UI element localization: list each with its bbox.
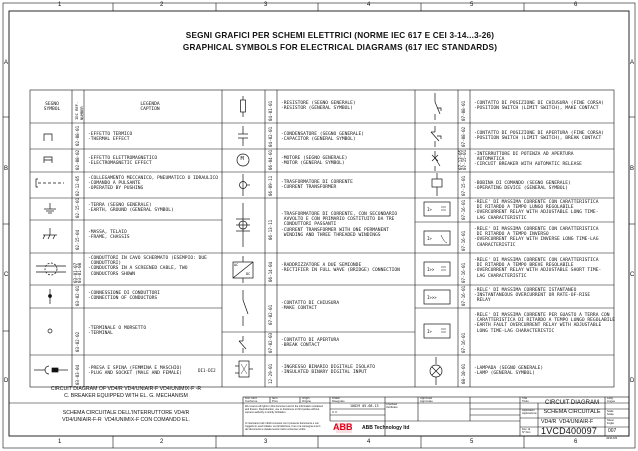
iec-ref: 03-02-01 xyxy=(75,285,80,306)
symbol-caption: -EFFETTO TERMICO -THERMAL EFFECT xyxy=(88,132,133,143)
symbol-caption: -CONTATTO DI POSIZIONE DI CHIUSURA (FINE CORSA) -POSITION SWITCH (LIMIT SWITCH), MAKE CONTACT xyxy=(474,101,604,112)
label-origin: Origin Origine xyxy=(302,396,312,403)
symbol-caption: -COLLEGAMENTO MECCANICO, PNEUMATICO O IDRAULICO -COMANDO A PULSANTE -OPERATED BY PUSHING xyxy=(88,176,218,192)
column-label: 3 xyxy=(264,2,268,8)
rights-notice-italian: Ci riserviamo tutti i diritti connessi con il presente documento e con l'oggetto in esso trattato. La riproduzione, l'uso o la consegna a terzi del documento è vietata senza nostro consenso scritto. xyxy=(245,422,321,431)
sheet-label: Sheet Foglio xyxy=(607,419,615,425)
symbol-caption: -EFFETTO ELETTROMAGNETICO -ELECTROMAGNETIC EFFECT xyxy=(88,156,158,167)
iec-ref: 07-16-01 xyxy=(461,230,466,251)
chassis-symbol xyxy=(43,228,57,239)
label-title: Title Titolo xyxy=(522,396,529,403)
motor-label: M xyxy=(240,156,244,162)
thermal-effect-symbol xyxy=(44,134,52,141)
iec-ref: 06-04-01 xyxy=(268,149,273,170)
drawing-title-italian: SCHEMA CIRCUITALE xyxy=(543,409,601,415)
row-label: D xyxy=(4,378,9,384)
plug-label: DI1-DI2 xyxy=(198,368,216,373)
circuit-caption-italian: SCHEMA CIRCUITALE DELL'INTERRUTTORE VD4/R VD4/UNIAIR-F-R VD4/UNIMIX-F CON COMANDO EL. xyxy=(62,410,190,423)
symbol-caption: -RELE' DI MASSIMA CORRENTE PER GUASTO A TERRA CON CARATTERISTICA DI RITARDO A TEMPO LUNGO REGOLABILE -EARTH FAULT OVERCURRENT RELAY WITH ADJUSTABLE LONG TIME-LAG CHARACTERISTIC xyxy=(474,313,616,334)
iec-ref: 02-15-04 xyxy=(75,229,80,250)
symbol-caption: -CONTATTO DI APERTURA -BREAK CONTACT xyxy=(281,338,340,349)
doc-number-label: Doc. Id N° Doc. xyxy=(522,428,531,434)
row-label: A xyxy=(630,60,635,66)
rectifier-dc-label: DC xyxy=(246,272,251,276)
application-label: Application Applicazione xyxy=(522,409,537,415)
title-italian: SEGNI GRAFICI PER SCHEMI ELETTRICI (NORME IEC 617 E CEI 3-14...3-26) xyxy=(185,31,495,40)
position-switch-break-symbol xyxy=(431,126,441,147)
symbol-caption: -MASSA, TELAIO -FRAME, CHASSIS xyxy=(88,230,130,241)
column-label: 1 xyxy=(58,439,62,445)
symbol-caption: -INGRESSO BINARIO DIGITALE ISOLATO -INSULATED BINARY DIGITAL INPUT xyxy=(281,365,376,376)
rights-notice: We reserve all rights in this document and in the information contained and therein. Reproduction, use or disclosure to third parties without express authority is strictly forbidden. xyxy=(245,405,323,414)
column-label: 3 xyxy=(264,439,268,445)
capacitor-symbol xyxy=(238,126,248,146)
iec-ref: 07-02-01 xyxy=(268,304,273,325)
relay-label: I> xyxy=(427,207,432,212)
operating-coil-symbol xyxy=(432,173,442,196)
relay-label: I>> xyxy=(427,267,435,272)
iec-ref: 07-08-01 xyxy=(461,100,466,121)
symbol-caption: -CONDENSATORE (SEGNO GENERALE) -CAPACITOR (GENERAL SYMBOL) xyxy=(281,132,364,143)
doc-number: 1VCD400097 xyxy=(541,426,598,436)
electromagnetic-effect-symbol xyxy=(44,157,52,163)
ref-column-header: IEC REF. NUMBER xyxy=(74,101,84,120)
lamp-symbol xyxy=(430,357,442,385)
iec-ref: 02-15-01 xyxy=(75,197,80,218)
revision-date: 10829 05-08-13 xyxy=(350,404,379,408)
relay-label: I>>> xyxy=(427,295,437,300)
symbol-caption: -CONTATTO DI CHIUSURA -MAKE CONTACT xyxy=(281,301,340,312)
iec-ref: 07-16-01 xyxy=(461,262,466,283)
plug-socket-symbol xyxy=(34,366,68,374)
iec-ref: 07-16-01 xyxy=(461,285,466,306)
symbol-caption: -CONDUTTORI IN CAVO SCHERMATO (ESEMPIO: DUE CONDUTTORI) -CONDUCTORS IN A SCREENED CABLE, TWO CONDUCTORS SHOWN xyxy=(88,256,207,277)
label-item: Item Prov. xyxy=(272,396,279,403)
iec-ref: 02-08-02 xyxy=(75,149,80,170)
iec-ref: 06-13-11 xyxy=(268,219,273,240)
bridge-rectifier-symbol xyxy=(233,256,253,283)
terminal-symbol xyxy=(48,329,52,333)
circuit-breaker-symbol xyxy=(432,151,440,171)
make-contact-symbol xyxy=(243,290,248,326)
symbol-caption: -MOTORE (SEGNO GENERALE) -MOTOR (GENERAL SYMBOL) xyxy=(281,156,348,167)
rectifier-ac-label: AC xyxy=(234,263,239,267)
circuit-caption-english: CIRCUIT DIAGRAM OF VD4/R VD4/UNIAIR-F VD4/UNIMIX-F -R C. BREAKER EQUIPPED WITH EL. G. MECHANISM xyxy=(50,386,202,399)
iec-ref: 07-02-03 xyxy=(268,332,273,353)
row-label: A xyxy=(4,60,9,66)
sheet-number: 007 xyxy=(608,428,617,434)
symbol-caption: -RADDRIZZATORE A DUE SEMIONDE -RECTIFIER IN FULL WAVE (BRIDGE) CONNECTION xyxy=(281,263,400,274)
cv-label: C.V. xyxy=(332,410,338,414)
screened-cable-symbol xyxy=(36,263,66,275)
drawing-title-english: CIRCUIT DIAGRAM xyxy=(545,400,599,406)
column-label: 2 xyxy=(160,2,164,8)
small-code: 4231X/6 xyxy=(606,436,618,440)
column-label: 5 xyxy=(470,2,474,8)
iec-ref: 04-02-01 xyxy=(268,126,273,147)
symbol-caption: -RELE' DI MASSIMA CORRENTE CON CARATTERISTICA DI RITARDO A TEMPO LUNGO REGOLABILE -OVERCURRENT RELAY WITH ADJUSTABLE LONG TIME- LAG CHARACTERISTIC xyxy=(474,200,599,221)
row-label: C xyxy=(630,272,635,278)
column-label: 4 xyxy=(367,439,371,445)
iec-ref: 03-02-02 xyxy=(75,331,80,352)
symbol-caption: -LAMPADA (SEGNO GENERALE) -LAMP (GENERAL SYMBOL) xyxy=(474,366,544,377)
iec-ref: 03-01-07 03-01-08 xyxy=(73,262,83,283)
symbol-caption: -RELE' DI MASSIMA CORRENTE CON CARATTERISTICA DI RITARDO A TEMPO INVERSO -OVERCURRENT RELAY WITH INVERSE LONG TIME-LAG CHARACTERISTIC xyxy=(474,227,599,248)
company-name: ABB Technology ltd xyxy=(362,425,410,431)
iec-ref: 06-14-04 xyxy=(268,261,273,282)
relay-label: I> xyxy=(427,236,432,241)
conductor-connection-symbol xyxy=(49,289,52,304)
column-label: 2 xyxy=(160,439,164,445)
symbol-caption: -RELE' DI MASSIMA CORRENTE CON CARATTERISTICA DI RITARDO A TEMPO BREVE REGOLABILE -OVERCURRENT RELAY WITH ADJUSTABLE SHORT TIME- LAG CHARACTERISTIC xyxy=(474,258,602,279)
symbol-caption: -TRASFORMATORE DI CORRENTE -CURRENT TRANSFORMER xyxy=(281,180,353,191)
row-label: B xyxy=(4,166,9,172)
iec-ref: 06-09-11 xyxy=(268,175,273,196)
row-label: B xyxy=(630,166,635,172)
current-transformer-symbol xyxy=(240,174,251,196)
iec-ref: 12-29-01 xyxy=(268,363,273,384)
symbol-caption: -RELE' DI MASSIMA CORRENTE ISTANTANEO -INSTANTANEOUS OVERCURRENT OR RATE-OF-RISE RELAY xyxy=(474,288,591,304)
checked-label: Checked Verificato xyxy=(386,402,398,409)
iec-ref: 07-16-01 xyxy=(461,199,466,220)
binary-input-symbol xyxy=(235,361,253,377)
current-transformer-three-winding-symbol xyxy=(236,203,250,247)
symbol-caption: -TERRA (SEGNO GENERALE) -EARTH, GROUND (GENERAL SYMBOL) xyxy=(88,203,174,214)
symbol-caption: -INTERRUTTORE DI POTENZA AD APERTURA AUTOMATICA -CIRCUIT BREAKER WITH AUTOMATIC RELEASE xyxy=(474,152,582,168)
lang-label: Lang. Lingua xyxy=(607,397,615,403)
label-approved: Approved Approvato xyxy=(420,396,433,403)
row-label: D xyxy=(630,378,635,384)
symbol-caption: -PRESA E SPINA (FEMMINA E MASCHIO) -PLUG AND SOCKET (MALE AND FEMALE) xyxy=(88,366,183,377)
scale-label: Scale Scala xyxy=(607,410,614,416)
symbol-caption: -RESISTORE (SEGNO GENERALE) -RESISTOR (GENERAL SYMBOL) xyxy=(281,101,356,112)
relay-label: I> xyxy=(427,329,432,334)
symbol-caption: -TERMINALE O MORSETTO -TERMINAL xyxy=(88,326,147,337)
abb-logo-text: ABB xyxy=(333,422,353,432)
caption-column-header: LEGENDA CAPTION xyxy=(140,102,160,113)
label-doc-kind: Doc. kind Conforme xyxy=(245,396,258,403)
column-label: 5 xyxy=(470,439,474,445)
iec-ref: 02-12-05 xyxy=(75,175,80,196)
application-value: VD4/R VD4/UNIAIR-F xyxy=(541,419,594,425)
symbol-caption: -CONNESSIONE DI CONDUTTORI -CONNECTION OF CONDUCTORS xyxy=(88,291,160,302)
position-switch-make-symbol xyxy=(435,93,441,120)
iec-ref: 03-03-04 xyxy=(75,364,80,385)
column-label: 4 xyxy=(367,2,371,8)
row-label: C xyxy=(4,272,9,278)
iec-ref: 02-08-01 xyxy=(75,125,80,146)
iec-ref: 04-01-01 xyxy=(268,100,273,121)
iec-ref: 07-13-05 07-15-01 xyxy=(458,149,468,170)
symbol-caption: -BOBINA DI COMANDO (SEGNO GENERALE) -OPERATING DEVICE (GENERAL SYMBOL) xyxy=(474,181,571,192)
iec-ref: 07-16-01 xyxy=(461,332,466,353)
resistor-symbol xyxy=(241,96,246,117)
column-label: 1 xyxy=(58,2,62,8)
earth-symbol xyxy=(44,203,56,213)
iec-ref: 07-15-01 xyxy=(461,175,466,196)
title-english: GRAPHICAL SYMBOLS FOR ELECTRICAL DIAGRAMS (617 IEC STANDARDS) xyxy=(182,43,498,52)
symbol-column-header: SEGNO SYMBOL xyxy=(43,102,61,113)
iec-ref: 07-08-02 xyxy=(461,126,466,147)
symbol-caption: -TRASFORMATORE DI CORRENTE, CON SECONDARIO AVVOLTO E CON PRIMARIO COSTITUITO DA TRE CONDUTTORI PASSANTI -CURRENT TRANSFORMER WITH ONE PERMANENT WINDING AND THREE THREADED WINDINGS xyxy=(281,212,398,238)
break-contact-symbol xyxy=(239,336,246,353)
symbol-caption: -CONTATTO DI POSIZIONE DI APERTURA (FINE CORSA) -POSITION SWITCH (LIMIT SWITCH), BREAK CONTACT xyxy=(474,131,604,142)
column-label: 6 xyxy=(574,2,578,8)
column-label: 6 xyxy=(574,439,578,445)
push-operated-symbol xyxy=(36,179,64,187)
label-drawn: Drawn Disegnato xyxy=(332,396,345,403)
iec-ref: 08-10-01 xyxy=(461,363,466,384)
